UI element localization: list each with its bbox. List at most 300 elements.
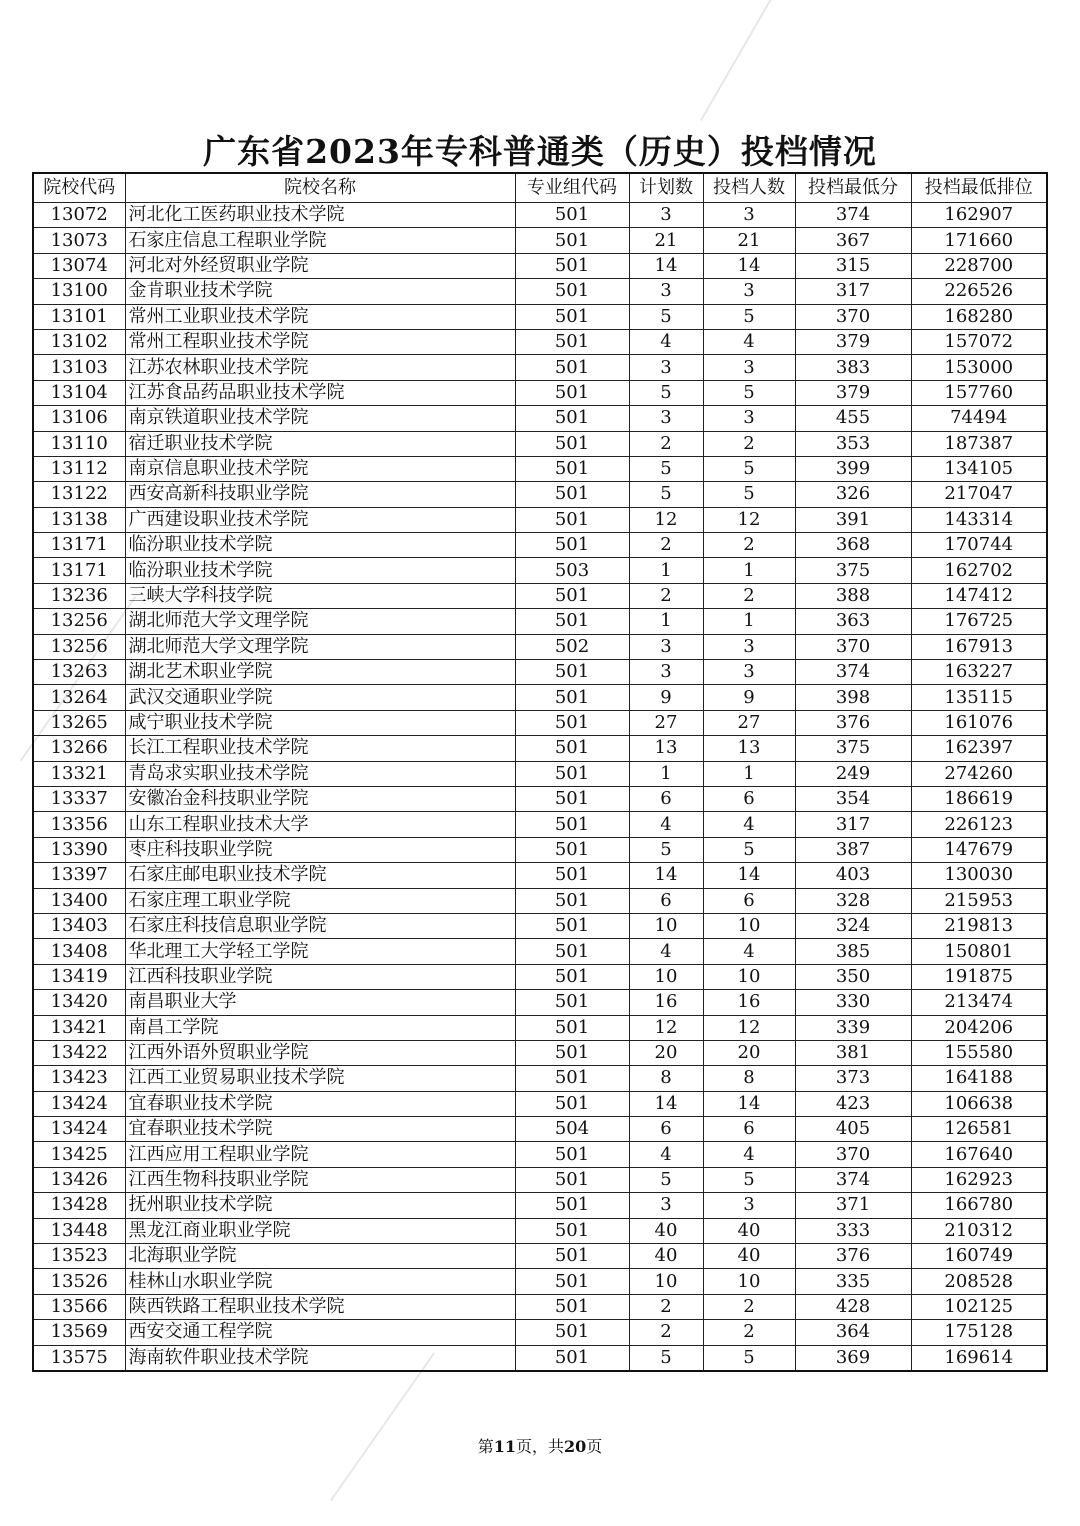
table-body xyxy=(33,203,1047,1371)
admission-table xyxy=(32,172,1048,1372)
admitted-count-cell: 4 xyxy=(703,329,795,354)
school-code-cell: 13264 xyxy=(33,685,125,710)
plan-count-cell: 12 xyxy=(629,507,703,532)
group-code-cell: 501 xyxy=(515,710,629,735)
min-rank-cell: 168280 xyxy=(911,304,1047,329)
admitted-count-cell: 2 xyxy=(703,1294,795,1319)
plan-count-cell: 14 xyxy=(629,863,703,888)
table-row xyxy=(33,990,1047,1015)
school-code-cell: 13073 xyxy=(33,228,125,253)
school-code-cell: 13523 xyxy=(33,1244,125,1269)
group-code-cell: 501 xyxy=(515,964,629,989)
min-rank-cell: 147679 xyxy=(911,837,1047,862)
admitted-count-cell: 10 xyxy=(703,964,795,989)
admitted-count-cell: 2 xyxy=(703,431,795,456)
admitted-count-cell: 9 xyxy=(703,685,795,710)
group-code-cell: 501 xyxy=(515,279,629,304)
table-row xyxy=(33,964,1047,989)
school-code-cell: 13526 xyxy=(33,1269,125,1294)
group-code-cell: 501 xyxy=(515,786,629,811)
admitted-count-cell: 16 xyxy=(703,990,795,1015)
table-row xyxy=(33,1244,1047,1269)
group-code-cell: 501 xyxy=(515,812,629,837)
table-row xyxy=(33,913,1047,938)
school-name-cell: 金肯职业技术学院 xyxy=(125,279,515,304)
plan-count-cell: 2 xyxy=(629,533,703,558)
min-rank-cell: 163227 xyxy=(911,660,1047,685)
min-rank-cell: 215953 xyxy=(911,888,1047,913)
admitted-count-cell: 14 xyxy=(703,1091,795,1116)
min-score-cell: 387 xyxy=(795,837,911,862)
min-rank-cell: 157760 xyxy=(911,380,1047,405)
group-code-cell: 501 xyxy=(515,685,629,710)
plan-count-cell: 16 xyxy=(629,990,703,1015)
group-code-cell: 501 xyxy=(515,1345,629,1371)
min-score-cell: 326 xyxy=(795,482,911,507)
header-col-admitted: 投档人数 xyxy=(703,173,795,203)
min-score-cell: 428 xyxy=(795,1294,911,1319)
admitted-count-cell: 40 xyxy=(703,1218,795,1243)
admitted-count-cell: 5 xyxy=(703,482,795,507)
plan-count-cell: 8 xyxy=(629,1066,703,1091)
group-code-cell: 501 xyxy=(515,431,629,456)
plan-count-cell: 1 xyxy=(629,558,703,583)
school-code-cell: 13423 xyxy=(33,1066,125,1091)
school-code-cell: 13321 xyxy=(33,761,125,786)
school-name-cell: 石家庄理工职业学院 xyxy=(125,888,515,913)
min-rank-cell: 162907 xyxy=(911,203,1047,228)
table-row xyxy=(33,304,1047,329)
min-score-cell: 423 xyxy=(795,1091,911,1116)
min-score-cell: 353 xyxy=(795,431,911,456)
table-row xyxy=(33,1294,1047,1319)
admitted-count-cell: 1 xyxy=(703,609,795,634)
min-score-cell: 328 xyxy=(795,888,911,913)
group-code-cell: 501 xyxy=(515,583,629,608)
plan-count-cell: 10 xyxy=(629,964,703,989)
min-score-cell: 333 xyxy=(795,1218,911,1243)
min-rank-cell: 143314 xyxy=(911,507,1047,532)
page-footer xyxy=(0,1434,1080,1457)
min-score-cell: 374 xyxy=(795,203,911,228)
header-col-min-score: 投档最低分 xyxy=(795,173,911,203)
min-rank-cell: 213474 xyxy=(911,990,1047,1015)
min-score-cell: 375 xyxy=(795,558,911,583)
min-score-cell: 379 xyxy=(795,380,911,405)
min-score-cell: 317 xyxy=(795,279,911,304)
table-row xyxy=(33,888,1047,913)
group-code-cell: 501 xyxy=(515,380,629,405)
min-rank-cell: 217047 xyxy=(911,482,1047,507)
school-name-cell: 武汉交通职业学院 xyxy=(125,685,515,710)
watermark-stroke xyxy=(700,0,782,121)
group-code-cell: 501 xyxy=(515,203,629,228)
admitted-count-cell: 5 xyxy=(703,1345,795,1371)
admitted-count-cell: 1 xyxy=(703,761,795,786)
plan-count-cell: 40 xyxy=(629,1244,703,1269)
table-row xyxy=(33,1269,1047,1294)
min-rank-cell: 153000 xyxy=(911,355,1047,380)
table-row xyxy=(33,456,1047,481)
plan-count-cell: 5 xyxy=(629,837,703,862)
min-rank-cell: 150801 xyxy=(911,939,1047,964)
group-code-cell: 501 xyxy=(515,228,629,253)
min-rank-cell: 191875 xyxy=(911,964,1047,989)
table-row xyxy=(33,761,1047,786)
admitted-count-cell: 3 xyxy=(703,634,795,659)
plan-count-cell: 3 xyxy=(629,355,703,380)
school-name-cell: 江苏食品药品职业技术学院 xyxy=(125,380,515,405)
min-score-cell: 317 xyxy=(795,812,911,837)
group-code-cell: 501 xyxy=(515,1294,629,1319)
table-row xyxy=(33,583,1047,608)
group-code-cell: 501 xyxy=(515,1040,629,1065)
group-code-cell: 501 xyxy=(515,1091,629,1116)
plan-count-cell: 12 xyxy=(629,1015,703,1040)
table-row xyxy=(33,736,1047,761)
min-score-cell: 388 xyxy=(795,583,911,608)
admitted-count-cell: 14 xyxy=(703,253,795,278)
current-page-number: 11 xyxy=(493,1437,516,1456)
min-rank-cell: 155580 xyxy=(911,1040,1047,1065)
school-name-cell: 北海职业学院 xyxy=(125,1244,515,1269)
admitted-count-cell: 12 xyxy=(703,1015,795,1040)
table-row xyxy=(33,1218,1047,1243)
school-code-cell: 13420 xyxy=(33,990,125,1015)
table-row xyxy=(33,837,1047,862)
school-name-cell: 咸宁职业技术学院 xyxy=(125,710,515,735)
school-code-cell: 13424 xyxy=(33,1091,125,1116)
table-row xyxy=(33,355,1047,380)
min-score-cell: 376 xyxy=(795,1244,911,1269)
school-name-cell: 桂林山水职业学院 xyxy=(125,1269,515,1294)
school-name-cell: 宿迁职业技术学院 xyxy=(125,431,515,456)
school-code-cell: 13106 xyxy=(33,406,125,431)
group-code-cell: 501 xyxy=(515,1218,629,1243)
plan-count-cell: 5 xyxy=(629,456,703,481)
school-code-cell: 13103 xyxy=(33,355,125,380)
group-code-cell: 501 xyxy=(515,406,629,431)
min-rank-cell: 226123 xyxy=(911,812,1047,837)
min-rank-cell: 226526 xyxy=(911,279,1047,304)
plan-count-cell: 1 xyxy=(629,609,703,634)
table-row xyxy=(33,431,1047,456)
admitted-count-cell: 8 xyxy=(703,1066,795,1091)
school-name-cell: 广西建设职业技术学院 xyxy=(125,507,515,532)
school-code-cell: 13138 xyxy=(33,507,125,532)
min-score-cell: 385 xyxy=(795,939,911,964)
plan-count-cell: 5 xyxy=(629,380,703,405)
plan-count-cell: 13 xyxy=(629,736,703,761)
group-code-cell: 501 xyxy=(515,1142,629,1167)
admitted-count-cell: 4 xyxy=(703,1142,795,1167)
table-row xyxy=(33,634,1047,659)
min-score-cell: 364 xyxy=(795,1320,911,1345)
plan-count-cell: 3 xyxy=(629,1193,703,1218)
min-score-cell: 369 xyxy=(795,1345,911,1371)
header-col-min-rank: 投档最低排位 xyxy=(911,173,1047,203)
min-score-cell: 335 xyxy=(795,1269,911,1294)
group-code-cell: 501 xyxy=(515,1015,629,1040)
min-score-cell: 354 xyxy=(795,786,911,811)
school-name-cell: 宜春职业技术学院 xyxy=(125,1117,515,1142)
school-code-cell: 13403 xyxy=(33,913,125,938)
table-row xyxy=(33,939,1047,964)
plan-count-cell: 1 xyxy=(629,761,703,786)
min-rank-cell: 208528 xyxy=(911,1269,1047,1294)
plan-count-cell: 4 xyxy=(629,1142,703,1167)
min-score-cell: 405 xyxy=(795,1117,911,1142)
plan-count-cell: 5 xyxy=(629,1345,703,1371)
school-code-cell: 13569 xyxy=(33,1320,125,1345)
min-score-cell: 370 xyxy=(795,304,911,329)
school-code-cell: 13575 xyxy=(33,1345,125,1371)
school-code-cell: 13421 xyxy=(33,1015,125,1040)
min-rank-cell: 167640 xyxy=(911,1142,1047,1167)
table-row xyxy=(33,482,1047,507)
admitted-count-cell: 10 xyxy=(703,1269,795,1294)
admitted-count-cell: 13 xyxy=(703,736,795,761)
min-rank-cell: 160749 xyxy=(911,1244,1047,1269)
school-code-cell: 13112 xyxy=(33,456,125,481)
group-code-cell: 501 xyxy=(515,609,629,634)
min-rank-cell: 74494 xyxy=(911,406,1047,431)
table-header-row xyxy=(33,173,1047,203)
admitted-count-cell: 2 xyxy=(703,1320,795,1345)
admitted-count-cell: 20 xyxy=(703,1040,795,1065)
group-code-cell: 501 xyxy=(515,1167,629,1192)
table-row xyxy=(33,786,1047,811)
group-code-cell: 501 xyxy=(515,456,629,481)
school-name-cell: 湖北师范大学文理学院 xyxy=(125,609,515,634)
school-name-cell: 三峡大学科技学院 xyxy=(125,583,515,608)
admitted-count-cell: 3 xyxy=(703,660,795,685)
group-code-cell: 501 xyxy=(515,1066,629,1091)
school-name-cell: 临汾职业技术学院 xyxy=(125,558,515,583)
table-row xyxy=(33,1066,1047,1091)
admitted-count-cell: 27 xyxy=(703,710,795,735)
school-code-cell: 13072 xyxy=(33,203,125,228)
table-row xyxy=(33,1015,1047,1040)
admitted-count-cell: 3 xyxy=(703,406,795,431)
plan-count-cell: 6 xyxy=(629,786,703,811)
table-row xyxy=(33,380,1047,405)
total-page-number: 20 xyxy=(564,1437,587,1456)
min-score-cell: 370 xyxy=(795,634,911,659)
plan-count-cell: 9 xyxy=(629,685,703,710)
admitted-count-cell: 3 xyxy=(703,355,795,380)
admitted-count-cell: 2 xyxy=(703,583,795,608)
school-name-cell: 常州工程职业技术学院 xyxy=(125,329,515,354)
plan-count-cell: 3 xyxy=(629,634,703,659)
min-score-cell: 376 xyxy=(795,710,911,735)
table-row xyxy=(33,279,1047,304)
school-name-cell: 湖北师范大学文理学院 xyxy=(125,634,515,659)
school-code-cell: 13122 xyxy=(33,482,125,507)
admitted-count-cell: 3 xyxy=(703,279,795,304)
min-score-cell: 315 xyxy=(795,253,911,278)
school-code-cell: 13448 xyxy=(33,1218,125,1243)
school-name-cell: 长江工程职业技术学院 xyxy=(125,736,515,761)
school-code-cell: 13566 xyxy=(33,1294,125,1319)
school-name-cell: 临汾职业技术学院 xyxy=(125,533,515,558)
school-code-cell: 13263 xyxy=(33,660,125,685)
header-col-plan: 计划数 xyxy=(629,173,703,203)
min-rank-cell: 161076 xyxy=(911,710,1047,735)
admitted-count-cell: 2 xyxy=(703,533,795,558)
header-col-school-code: 院校代码 xyxy=(33,173,125,203)
plan-count-cell: 2 xyxy=(629,431,703,456)
school-code-cell: 13074 xyxy=(33,253,125,278)
min-score-cell: 374 xyxy=(795,660,911,685)
admitted-count-cell: 5 xyxy=(703,304,795,329)
footer-middle: 页，共 xyxy=(515,1437,564,1456)
admitted-count-cell: 6 xyxy=(703,786,795,811)
group-code-cell: 501 xyxy=(515,507,629,532)
plan-count-cell: 3 xyxy=(629,279,703,304)
group-code-cell: 504 xyxy=(515,1117,629,1142)
min-rank-cell: 219813 xyxy=(911,913,1047,938)
table-row xyxy=(33,1167,1047,1192)
school-name-cell: 石家庄信息工程职业学院 xyxy=(125,228,515,253)
school-name-cell: 宜春职业技术学院 xyxy=(125,1091,515,1116)
school-name-cell: 河北对外经贸职业学院 xyxy=(125,253,515,278)
table-row xyxy=(33,228,1047,253)
min-score-cell: 339 xyxy=(795,1015,911,1040)
group-code-cell: 501 xyxy=(515,253,629,278)
min-score-cell: 374 xyxy=(795,1167,911,1192)
min-score-cell: 391 xyxy=(795,507,911,532)
table-row xyxy=(33,1117,1047,1142)
plan-count-cell: 3 xyxy=(629,406,703,431)
school-code-cell: 13171 xyxy=(33,558,125,583)
school-code-cell: 13101 xyxy=(33,304,125,329)
min-score-cell: 375 xyxy=(795,736,911,761)
school-name-cell: 江西科技职业学院 xyxy=(125,964,515,989)
school-name-cell: 山东工程职业技术大学 xyxy=(125,812,515,837)
min-score-cell: 324 xyxy=(795,913,911,938)
group-code-cell: 503 xyxy=(515,558,629,583)
school-code-cell: 13265 xyxy=(33,710,125,735)
plan-count-cell: 4 xyxy=(629,329,703,354)
school-name-cell: 西安交通工程学院 xyxy=(125,1320,515,1345)
table-row xyxy=(33,507,1047,532)
school-code-cell: 13426 xyxy=(33,1167,125,1192)
min-score-cell: 398 xyxy=(795,685,911,710)
school-code-cell: 13102 xyxy=(33,329,125,354)
school-name-cell: 南昌工学院 xyxy=(125,1015,515,1040)
plan-count-cell: 2 xyxy=(629,583,703,608)
min-rank-cell: 171660 xyxy=(911,228,1047,253)
group-code-cell: 501 xyxy=(515,837,629,862)
school-code-cell: 13397 xyxy=(33,863,125,888)
plan-count-cell: 10 xyxy=(629,1269,703,1294)
watermark-stroke xyxy=(330,1353,435,1502)
school-name-cell: 西安高新科技职业学院 xyxy=(125,482,515,507)
min-rank-cell: 164188 xyxy=(911,1066,1047,1091)
admitted-count-cell: 1 xyxy=(703,558,795,583)
group-code-cell: 501 xyxy=(515,761,629,786)
school-name-cell: 南京铁道职业技术学院 xyxy=(125,406,515,431)
page-title: 广东省2023年专科普通类（历史）投档情况 xyxy=(203,132,877,171)
school-name-cell: 枣庄科技职业学院 xyxy=(125,837,515,862)
school-code-cell: 13390 xyxy=(33,837,125,862)
admitted-count-cell: 3 xyxy=(703,1193,795,1218)
plan-count-cell: 10 xyxy=(629,913,703,938)
min-rank-cell: 135115 xyxy=(911,685,1047,710)
school-code-cell: 13256 xyxy=(33,634,125,659)
plan-count-cell: 5 xyxy=(629,482,703,507)
min-rank-cell: 166780 xyxy=(911,1193,1047,1218)
group-code-cell: 501 xyxy=(515,1269,629,1294)
admitted-count-cell: 21 xyxy=(703,228,795,253)
table-row xyxy=(33,609,1047,634)
group-code-cell: 501 xyxy=(515,1244,629,1269)
admitted-count-cell: 6 xyxy=(703,1117,795,1142)
min-score-cell: 399 xyxy=(795,456,911,481)
min-rank-cell: 170744 xyxy=(911,533,1047,558)
table-row xyxy=(33,406,1047,431)
table-row xyxy=(33,558,1047,583)
min-rank-cell: 175128 xyxy=(911,1320,1047,1345)
admitted-count-cell: 5 xyxy=(703,380,795,405)
school-code-cell: 13425 xyxy=(33,1142,125,1167)
school-code-cell: 13104 xyxy=(33,380,125,405)
plan-count-cell: 40 xyxy=(629,1218,703,1243)
min-score-cell: 350 xyxy=(795,964,911,989)
min-rank-cell: 169614 xyxy=(911,1345,1047,1371)
plan-count-cell: 6 xyxy=(629,1117,703,1142)
min-rank-cell: 162702 xyxy=(911,558,1047,583)
group-code-cell: 501 xyxy=(515,355,629,380)
school-code-cell: 13422 xyxy=(33,1040,125,1065)
school-code-cell: 13428 xyxy=(33,1193,125,1218)
table-row xyxy=(33,863,1047,888)
admitted-count-cell: 5 xyxy=(703,837,795,862)
min-rank-cell: 102125 xyxy=(911,1294,1047,1319)
footer-suffix: 页 xyxy=(586,1437,603,1456)
table-row xyxy=(33,203,1047,228)
min-score-cell: 367 xyxy=(795,228,911,253)
table-row xyxy=(33,660,1047,685)
table-row xyxy=(33,685,1047,710)
school-name-cell: 黑龙江商业职业学院 xyxy=(125,1218,515,1243)
school-code-cell: 13337 xyxy=(33,786,125,811)
plan-count-cell: 20 xyxy=(629,1040,703,1065)
admitted-count-cell: 12 xyxy=(703,507,795,532)
admitted-count-cell: 10 xyxy=(703,913,795,938)
min-score-cell: 379 xyxy=(795,329,911,354)
school-name-cell: 陕西铁路工程职业技术学院 xyxy=(125,1294,515,1319)
table-row xyxy=(33,812,1047,837)
admitted-count-cell: 6 xyxy=(703,888,795,913)
school-name-cell: 石家庄邮电职业技术学院 xyxy=(125,863,515,888)
group-code-cell: 501 xyxy=(515,736,629,761)
group-code-cell: 501 xyxy=(515,1320,629,1345)
group-code-cell: 501 xyxy=(515,913,629,938)
school-code-cell: 13236 xyxy=(33,583,125,608)
school-name-cell: 江西工业贸易职业技术学院 xyxy=(125,1066,515,1091)
school-name-cell: 江西应用工程职业学院 xyxy=(125,1142,515,1167)
plan-count-cell: 6 xyxy=(629,888,703,913)
min-score-cell: 371 xyxy=(795,1193,911,1218)
group-code-cell: 501 xyxy=(515,304,629,329)
admitted-count-cell: 14 xyxy=(703,863,795,888)
table-row xyxy=(33,1142,1047,1167)
group-code-cell: 501 xyxy=(515,533,629,558)
min-score-cell: 403 xyxy=(795,863,911,888)
table-row xyxy=(33,329,1047,354)
